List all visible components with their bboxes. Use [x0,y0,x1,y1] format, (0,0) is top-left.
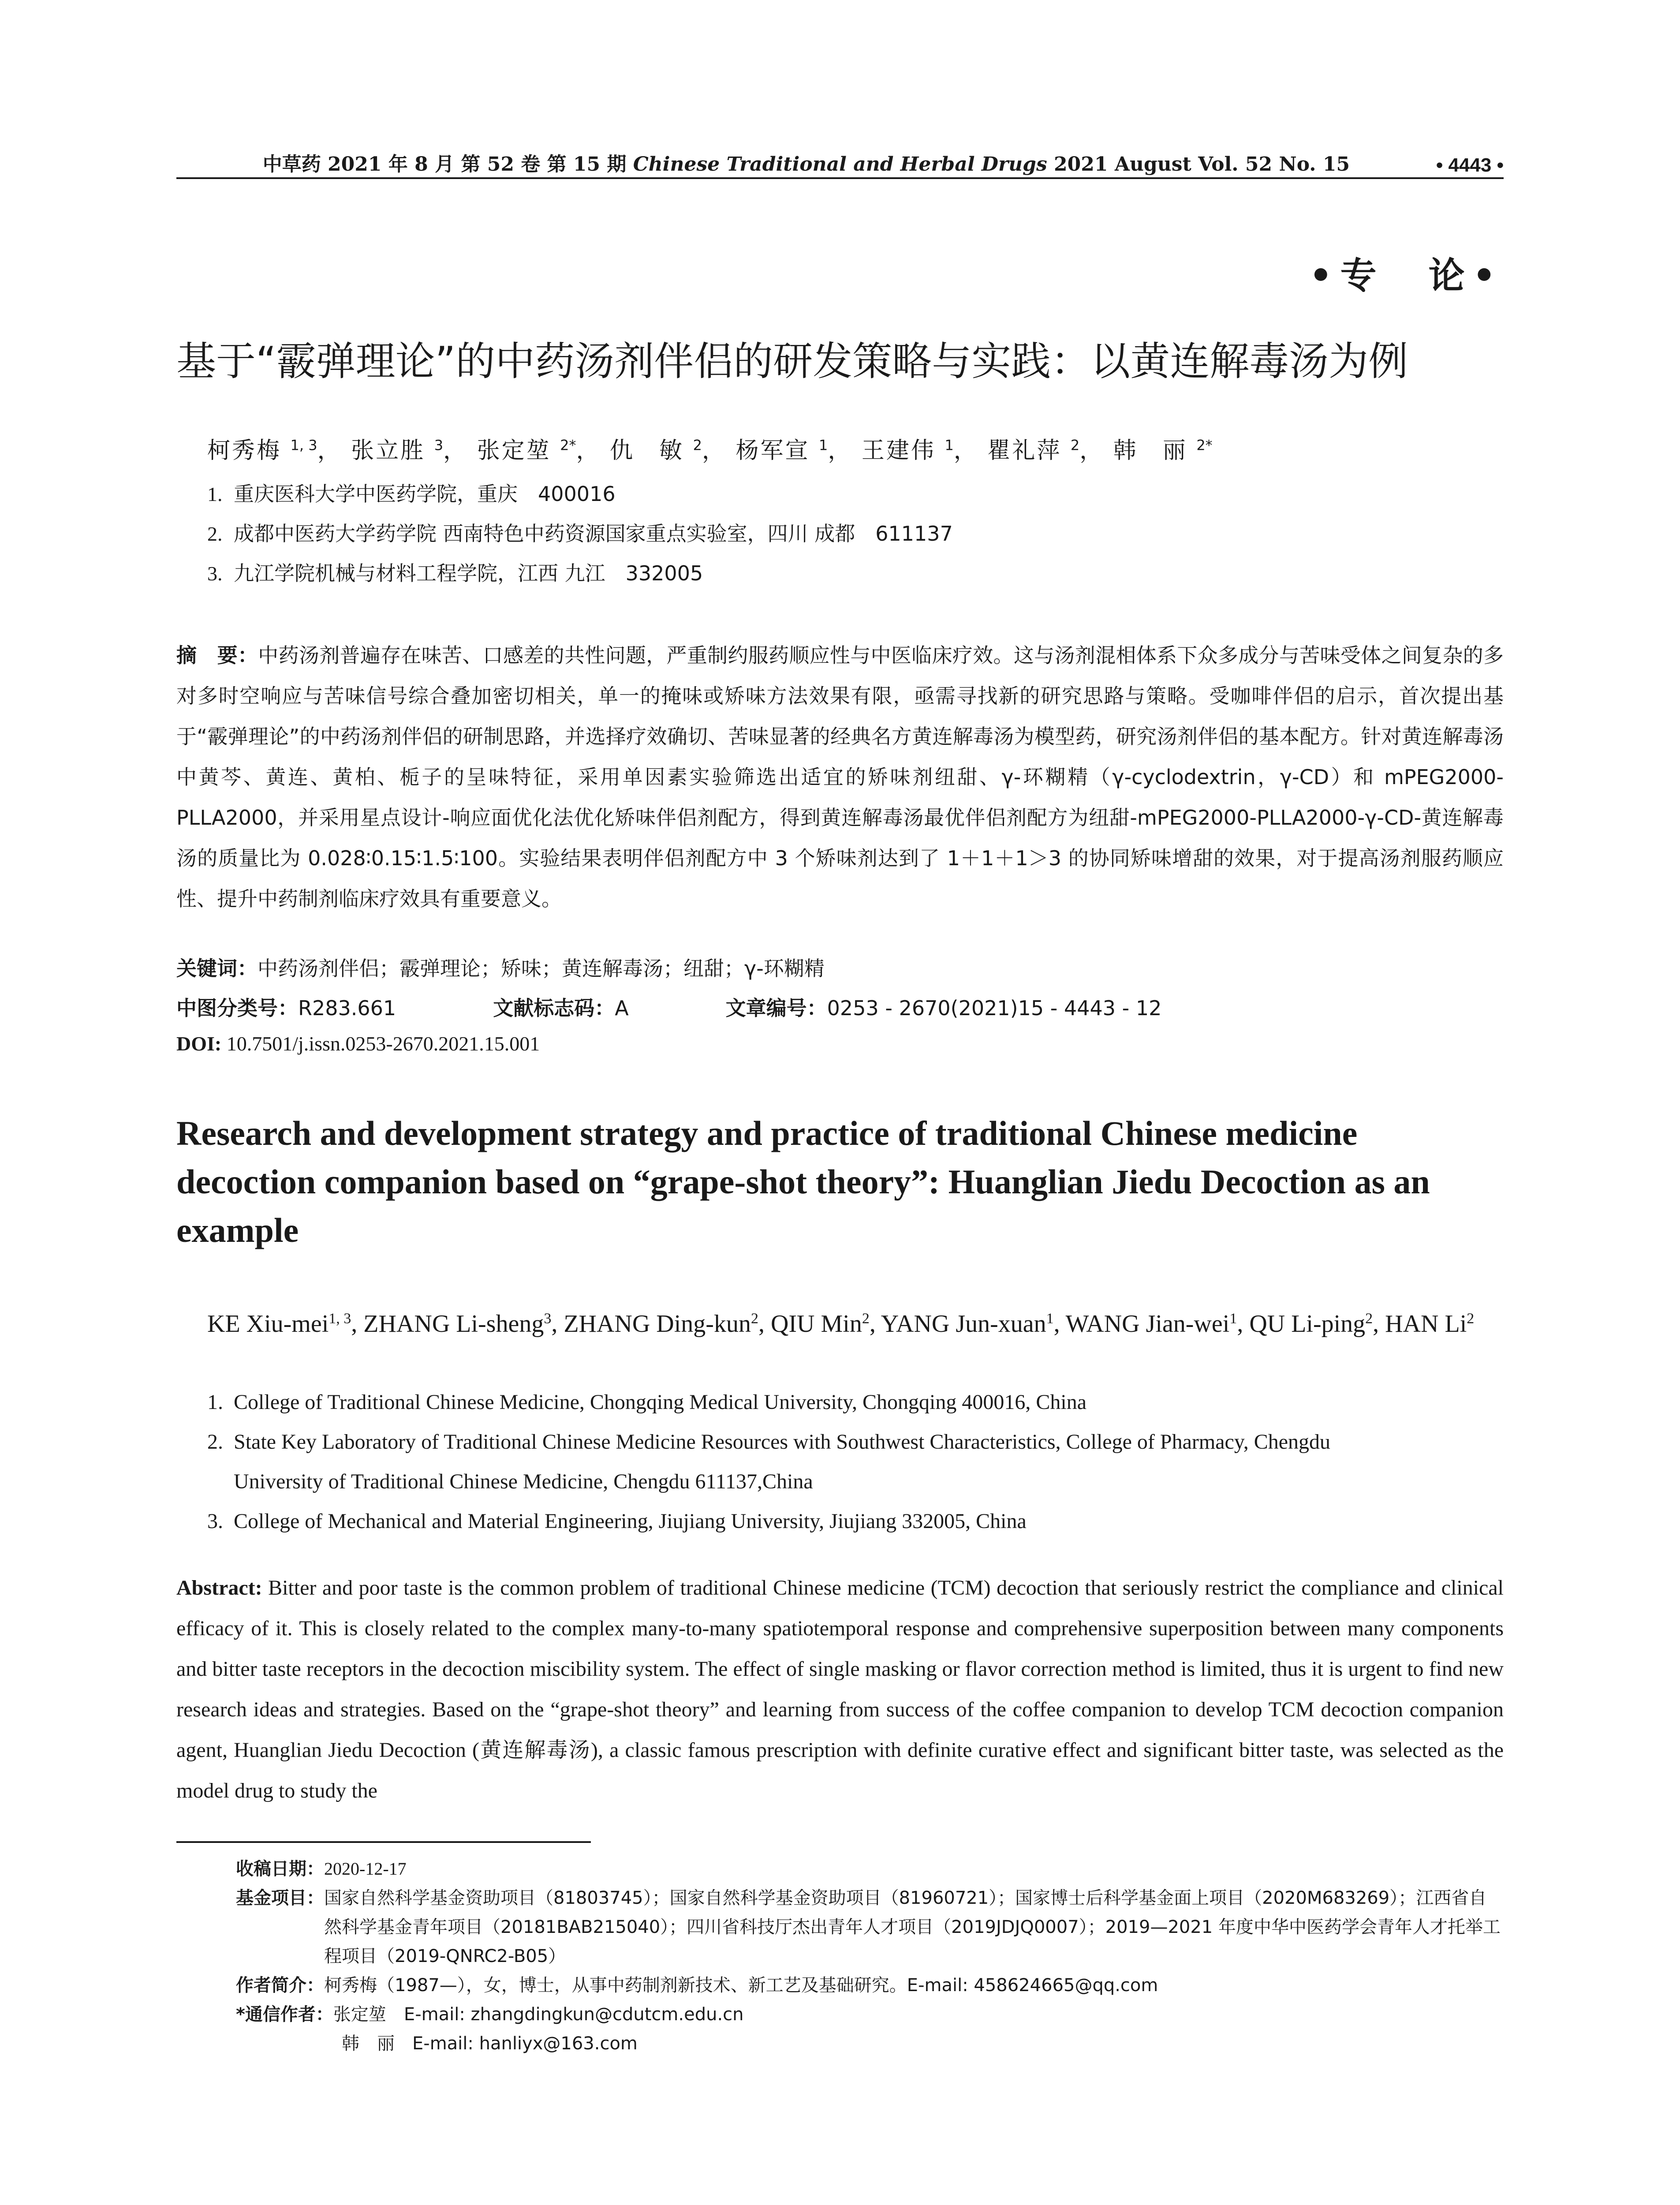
author-en: QU Li-ping$^2$ [1249,1310,1373,1338]
author-cn: 张立胜 $^3$ [351,437,444,464]
affiliation-en: 2. State Key Laboratory of Traditional Chinese Medicine Resources with Southwest Characteristics, College of Pharmacy, Chengdu University of Traditional Chinese Medicine, Chengdu 611137,China [207,1430,1331,1493]
affiliation-en: 1. College of Traditional Chinese Medicine, Chongqing Medical University, Chongqing 400016, China [207,1390,1087,1414]
affiliation-cn: 1. 重庆医科大学中医药学院，重庆 400016 [207,482,616,506]
footnote-corresponding-2: 韩 丽 E-mail: hanliyx@163.com [342,2033,638,2054]
author-en: YANG Jun-xuan$^1$ [881,1310,1054,1338]
section-label: •专 论• [1309,255,1504,297]
author-en: ZHANG Li-sheng$^3$ [363,1310,552,1338]
author-en: WANG Jian-wei$^1$ [1065,1310,1237,1338]
author-cn: 仇 敏 $^2$ [610,437,702,464]
author-cn: 韩 丽 $^{2*}$ [1113,437,1213,464]
author-cn: 张定堃 $^{2*}$ [477,437,576,464]
page-number: • 4443 • [1436,154,1504,176]
abstract-en [176,1568,1504,1811]
author-en: ZHANG Ding-kun$^2$ [564,1310,758,1338]
footnote-rule [176,1841,591,1843]
abstract-en-text: Bitter and poor taste is the common problem of traditional Chinese medicine (TCM) decoction that seriously restrict the compliance and clinical efficacy of it. This is closely related to the complex many-to-many spatiotemporal response and comprehensive superposition between many components and bitter taste receptors in the decoction miscibility system. The effect of single masking or flavor correction method is limited, thus it is urgent to find new research ideas and strategies. Based on the “grape-shot theory” and learning from success of the coffee companion to develop TCM decoction companion agent, Huanglian Jiedu Decoction (黄连解毒汤), a classic famous prescription with definite curative effect and significant bitter taste, was selected as the model drug to study the [176,1576,1504,1802]
author-cn: 王建伟 $^1$ [861,437,954,464]
affiliation-cn: 3. 九江学院机械与材料工程学院，江西 九江 332005 [207,561,703,585]
footnote-received: 收稿日期： 2020-12-17 [236,1859,407,1879]
doi: DOI: 10.7501/j.issn.0253-2670.2021.15.001 [176,1032,540,1055]
journal-info [176,148,1436,176]
footnotes [236,1854,1504,2058]
journal-name-en: Chinese Traditional and Herbal Drugs [633,153,1047,176]
author-en: QIU Min$^2$ [770,1310,870,1338]
abstract-cn [176,635,1504,919]
author-cn: 杨军宣 $^1$ [735,437,828,464]
keywords-cn: 关键词：中药汤剂伴侣；霰弹理论；矫味；黄连解毒汤；纽甜；γ-环糊精 [176,957,825,980]
footnote-fund: 基金项目： 国家自然科学基金资助项目（81803745）；国家自然科学基金资助项目（81960721）；国家博士后科学基金面上项目（2020M683269）；江西省自然科学基金青年项目（20181BAB215040）；四川省科技厅杰出青年人才项目（2019JDJQ0007）；2019—2021 年度中华中医药学会青年人才托举工程项目（2019-QNRC2-B05） [236,1888,1501,1966]
affiliation-cn: 2. 成都中医药大学药学院 西南特色中药资源国家重点实验室，四川 成都 611137 [207,522,953,546]
author-cn: 瞿礼萍 $^2$ [987,437,1080,464]
issue-date-en: 2021 August Vol. 52 No. 15 [1054,153,1350,176]
author-list-cn: 柯秀梅 $^{1, 3}$， 张立胜 $^3$， 张定堃 $^{2*}$， 仇 敏 $^2$， 杨军宣 $^1$， 王建伟 $^1$， 瞿礼萍 $^2$， 韩 丽 $^{2*}$ [207,437,1213,464]
author-list-en: KE Xiu-mei$^{1, 3}$, ZHANG Li-sheng$^3$, ZHANG Ding-kun$^2$, QIU Min$^2$, YANG Jun-xuan$^1$, WANG Jian-wei$^1$, QU Li-ping$^2$, HAN Li$^2$ [207,1310,1475,1338]
author-en: HAN Li$^2$ [1385,1310,1475,1338]
abstract-cn-text: 中药汤剂普遍存在味苦、口感差的共性问题，严重制约服药顺应性与中医临床疗效。这与汤剂混相体系下众多成分与苦味受体之间复杂的多对多时空响应与苦味信号综合叠加密切相关，单一的掩味或矫味方法效果有限，亟需寻找新的研究思路与策略。受咖啡伴侣的启示，首次提出基于“霰弹理论”的中药汤剂伴侣的研制思路，并选择疗效确切、苦味显著的经典名方黄连解毒汤为模型药，研究汤剂伴侣的基本配方。针对黄连解毒汤中黄芩、黄连、黄柏、栀子的呈味特征，采用单因素实验筛选出适宜的矫味剂纽甜、γ-环糊精（γ-cyclodextrin，γ-CD）和 mPEG2000-PLLA2000，并采用星点设计-响应面优化法优化矫味伴侣剂配方，得到黄连解毒汤最优伴侣剂配方为纽甜-mPEG2000-PLLA2000-γ-CD-黄连解毒汤的质量比为 0.028∶0.15∶1.5∶100。实验结果表明伴侣剂配方中 3 个矫味剂达到了 1＋1＋1＞3 的协同矫味增甜的效果，对于提高汤剂服药顺应性、提升中药制剂临床疗效具有重要意义。 [176,643,1504,911]
running-header [176,146,1504,176]
footnote-bio: 作者简介： 柯秀梅（1987—），女，博士，从事中药制剂新技术、新工艺及基础研究。E-mail: 458624665@qq.com [236,1975,1158,1996]
abstract-cn-label: 摘 要： [176,643,258,667]
abstract-en-label: Abstract: [176,1576,262,1600]
author-en: KE Xiu-mei$^{1, 3}$ [207,1310,351,1338]
author-cn: 柯秀梅 $^{1, 3}$ [207,437,317,464]
header-rule [176,177,1504,179]
page-title-en: Research and development strategy and practice of traditional Chinese medicine decoction companion based on “grape-shot theory”: Huanglian Jiedu Decoction as an example [176,1114,1430,1249]
affiliation-en: 3. College of Mechanical and Material Engineering, Jiujiang University, Jiujiang 332005, China [207,1510,1027,1533]
footnote-corresponding: *通信作者： 张定堃 E-mail: zhangdingkun@cdutcm.edu.cn [236,2004,744,2025]
page-title-cn: 基于“霰弹理论”的中药汤剂伴侣的研发策略与实践：以黄连解毒汤为例 [176,338,1408,385]
journal-name-cn: 中草药 [262,153,321,176]
issue-date-cn: 2021 年 8 月 第 52 卷 第 15 期 [328,153,627,176]
classification-line: 中图分类号：R283.661 文献标志码：A 文章编号：0253 - 2670(2021)15 - 4443 - 12 [176,996,1162,1020]
